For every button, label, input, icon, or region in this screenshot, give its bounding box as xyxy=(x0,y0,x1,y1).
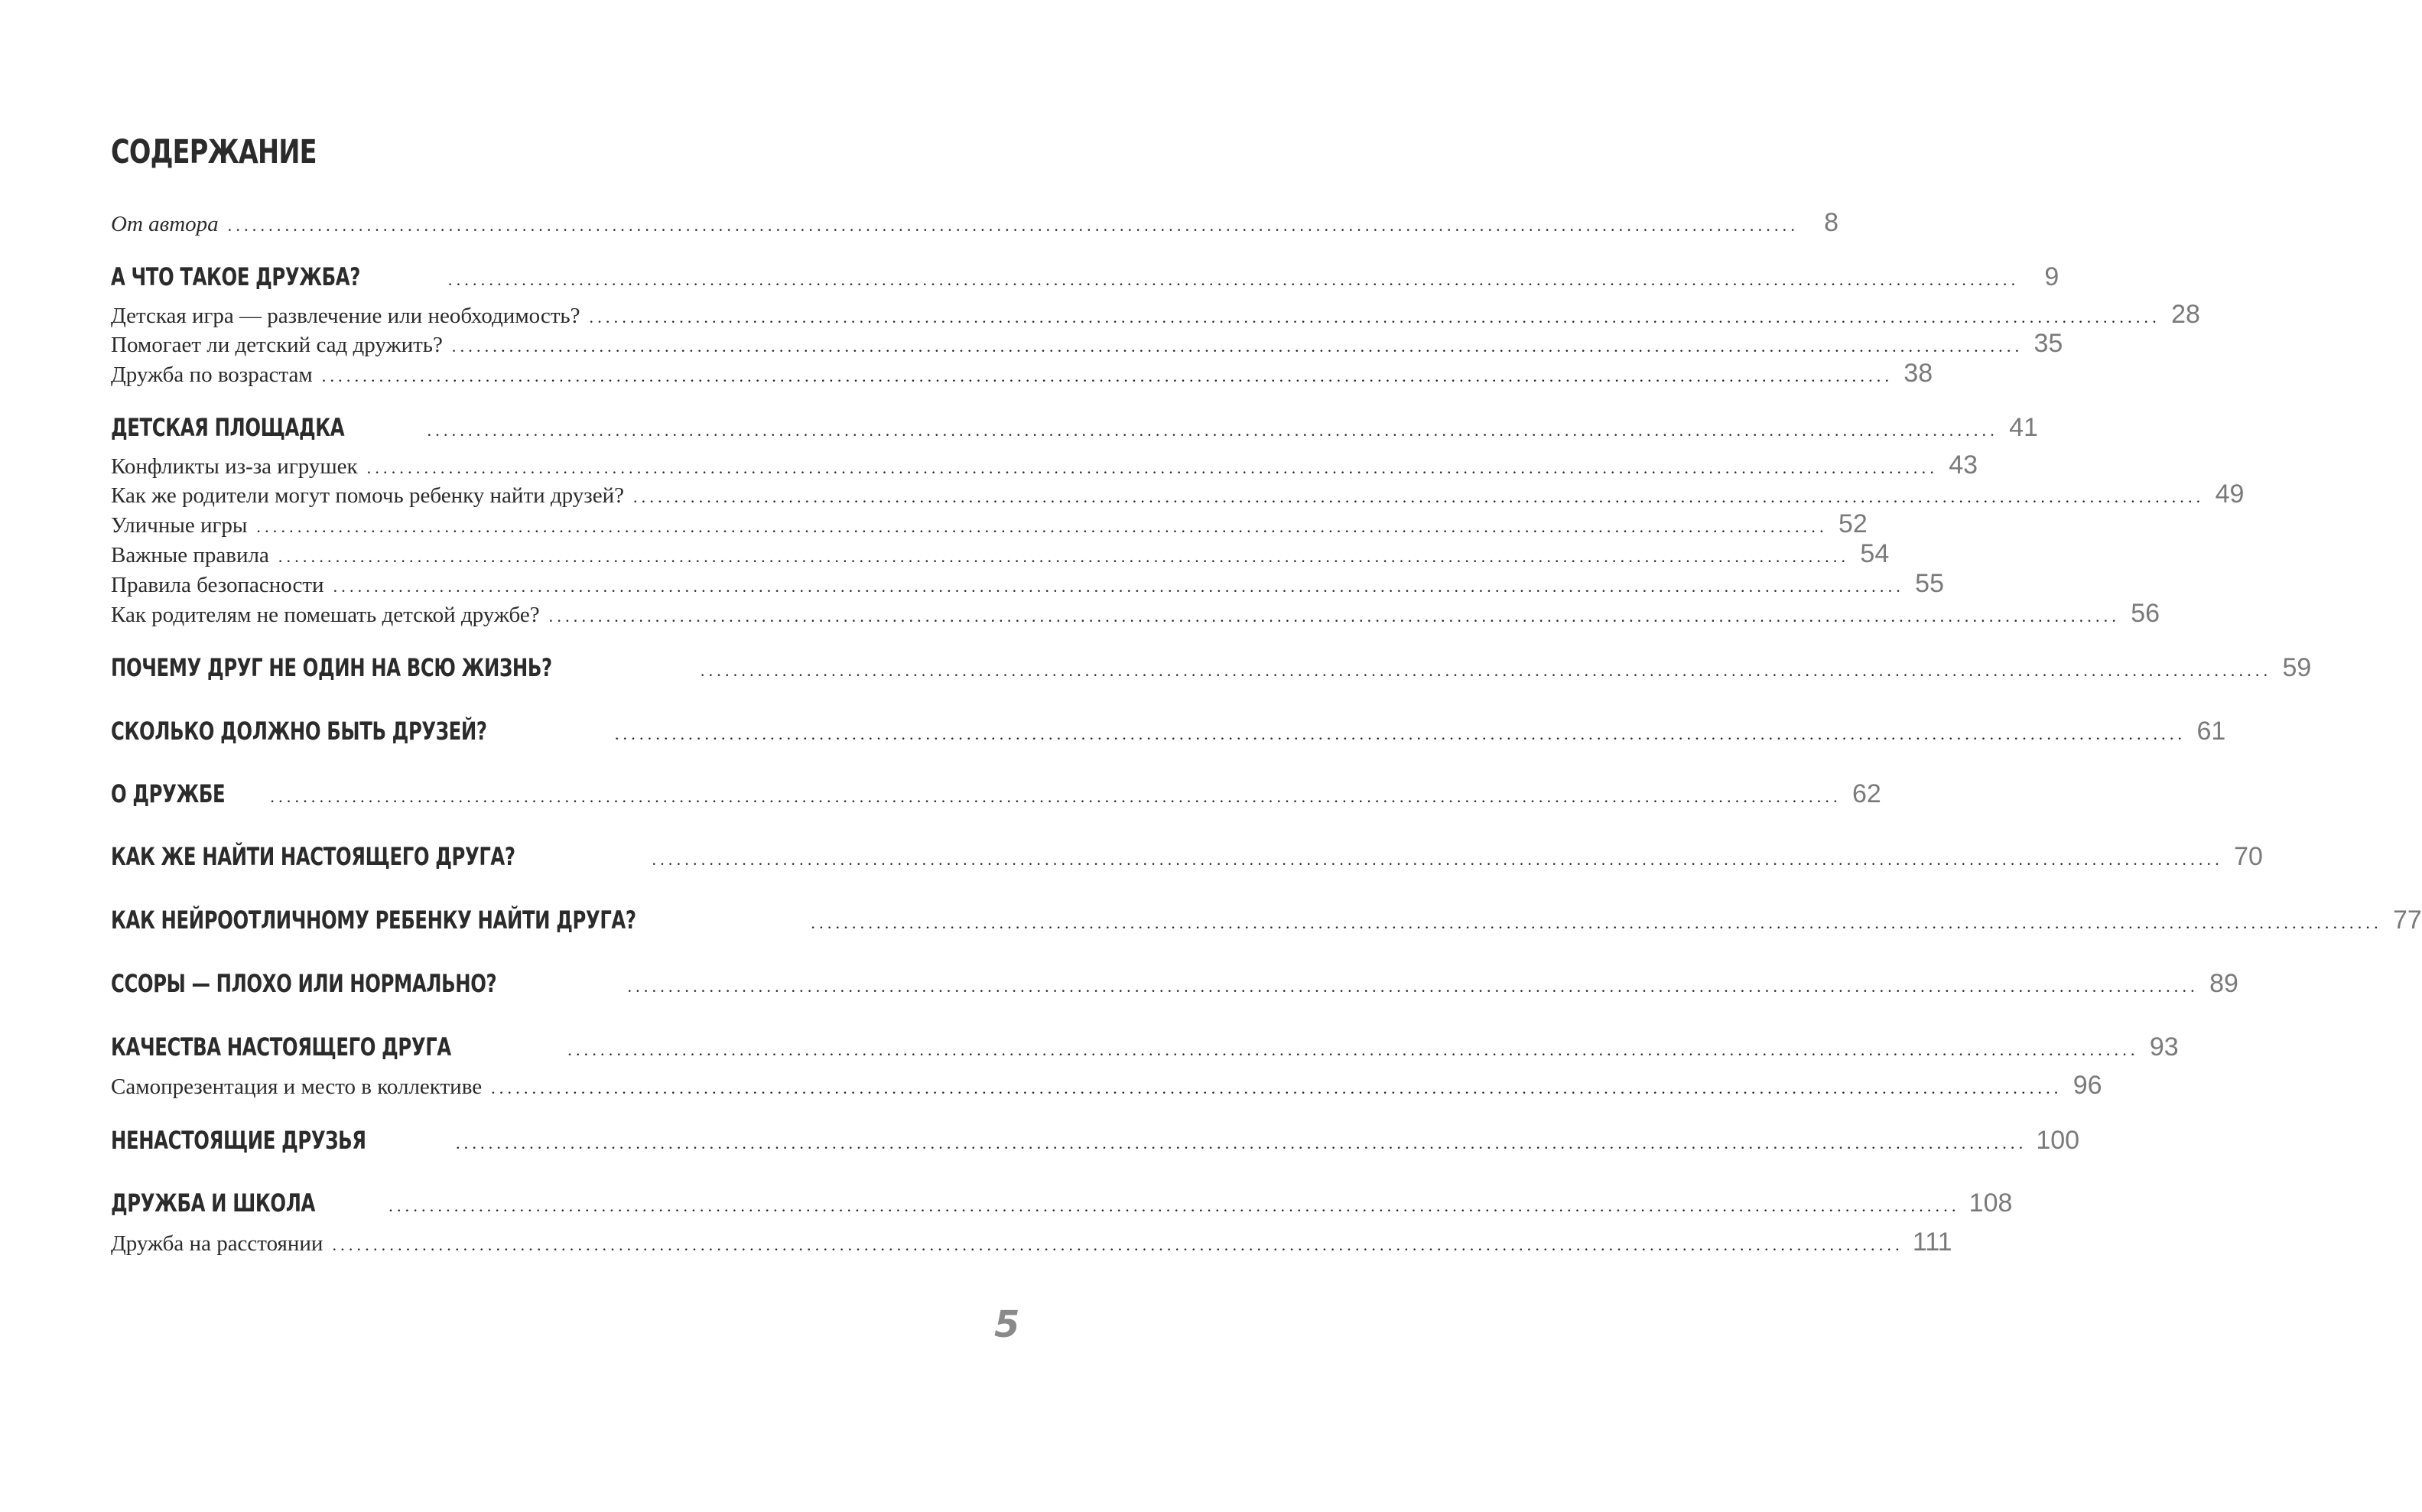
dot-leader: ................................................................................................................................................................................................ xyxy=(567,1040,2139,1059)
dot-leader: ................................................................................................................................................................................................ xyxy=(589,307,2160,327)
toc-entry-page: 41 xyxy=(2009,413,2038,442)
dot-leader: ................................................................................................................................................................................................ xyxy=(548,606,2121,626)
toc-entry-page: 56 xyxy=(2131,599,2160,628)
dot-leader: ................................................................................................................................................................................................ xyxy=(652,850,2223,869)
toc-entry-chapter[interactable] xyxy=(111,413,2038,443)
toc-entry-page: 54 xyxy=(1860,539,1890,568)
toc-entry-label: КАК ЖЕ НАЙТИ НАСТОЯЩЕГО ДРУГА? xyxy=(111,842,515,871)
toc-entry-page: 62 xyxy=(1851,779,1881,808)
toc-entry-label: Важные правила xyxy=(111,543,269,567)
toc-entry-label: ДРУЖБА И ШКОЛА xyxy=(111,1188,315,1218)
toc-entry-chapter[interactable] xyxy=(111,653,2312,683)
toc-entry-page: 38 xyxy=(1903,359,1933,388)
toc-entry-label: А ЧТО ТАКОЕ ДРУЖБА? xyxy=(111,262,360,291)
toc-entry-section[interactable] xyxy=(111,300,2200,330)
toc-entry-chapter[interactable] xyxy=(111,842,2263,872)
dot-leader: ................................................................................................................................................................................................ xyxy=(811,913,2382,932)
toc-title: СОДЕРЖАНИЕ xyxy=(111,133,317,171)
toc-entry-section[interactable] xyxy=(111,450,1978,480)
toc-entry-chapter[interactable] xyxy=(111,969,2238,999)
toc-entry-label: Детская игра — развлечение или необходимость? xyxy=(111,304,580,328)
toc-entry-label: КАК НЕЙРООТЛИЧНОМУ РЕБЕНКУ НАЙТИ ДРУГА? xyxy=(111,906,636,935)
toc-entry-label: СКОЛЬКО ДОЛЖНО БЫТЬ ДРУЗЕЙ? xyxy=(111,717,487,746)
toc-entry-page: 28 xyxy=(2171,300,2200,329)
toc-entry-page: 52 xyxy=(1838,509,1868,538)
toc-entry-label: Уличные игры xyxy=(111,513,248,538)
dot-leader: ................................................................................................................................................................................................ xyxy=(700,661,2272,680)
toc-entry-page: 61 xyxy=(2196,717,2226,746)
toc-entry-label: О ДРУЖБЕ xyxy=(111,779,226,808)
toc-entry-label: Как родителям не помешать детской дружбе? xyxy=(111,603,540,627)
toc-entry-page: 55 xyxy=(1915,569,1944,598)
toc-entry-page: 9 xyxy=(2044,262,2060,291)
toc-entry-page: 77 xyxy=(2393,906,2422,935)
dot-leader: ................................................................................................................................................................................................ xyxy=(278,547,1850,566)
toc-entry-chapter[interactable] xyxy=(111,717,2226,746)
dot-leader: ................................................................................................................................................................................................ xyxy=(627,977,2199,996)
toc-entry-page: 8 xyxy=(1824,208,1839,237)
toc-entry-page: 49 xyxy=(2215,480,2245,509)
toc-entry-chapter[interactable] xyxy=(111,1188,2013,1218)
toc-entry-label: НЕНАСТОЯЩИЕ ДРУЗЬЯ xyxy=(111,1126,366,1155)
toc-entry-page: 108 xyxy=(1968,1188,2013,1218)
dot-leader: ................................................................................................................................................................................................ xyxy=(614,724,2186,743)
toc-entry-chapter[interactable] xyxy=(111,262,2060,292)
dot-leader: ................................................................................................................................................................................................ xyxy=(427,421,1998,440)
toc-entry-label: От автора xyxy=(111,212,219,236)
dot-leader: ................................................................................................................................................................................................ xyxy=(491,1078,2063,1097)
dot-leader: ................................................................................................................................................................................................ xyxy=(388,1196,1960,1215)
dot-leader: ................................................................................................................................................................................................ xyxy=(333,577,1904,596)
toc-entry-page: 89 xyxy=(2209,969,2238,998)
toc-entry-chapter[interactable] xyxy=(111,1032,2179,1062)
toc-entry-intro[interactable] xyxy=(111,208,1839,238)
toc-entry-chapter[interactable] xyxy=(111,779,1881,809)
toc-entry-label: Самопрезентация и место в коллективе xyxy=(111,1075,483,1099)
dot-leader: ................................................................................................................................................................................................ xyxy=(447,270,2020,289)
toc-entry-page: 59 xyxy=(2282,653,2312,682)
toc-entry-section[interactable] xyxy=(111,1227,1952,1257)
toc-entry-section[interactable] xyxy=(111,1071,2102,1101)
toc-entry-label: Правила безопасности xyxy=(111,573,324,597)
toc-entry-chapter[interactable] xyxy=(111,1126,2080,1156)
toc-entry-section[interactable] xyxy=(111,359,1933,389)
toc-entry-page: 93 xyxy=(2149,1032,2179,1062)
toc-entry-page: 96 xyxy=(2073,1071,2102,1100)
toc-entry-label: ПОЧЕМУ ДРУГ НЕ ОДИН НА ВСЮ ЖИЗНЬ? xyxy=(111,653,552,682)
toc-entry-section[interactable] xyxy=(111,329,2063,359)
toc-entry-label: Дружба по возрастам xyxy=(111,363,313,387)
toc-entry-page: 70 xyxy=(2234,842,2263,871)
toc-entry-label: Дружба на расстоянии xyxy=(111,1231,323,1256)
toc-entry-section[interactable] xyxy=(111,509,1868,539)
toc-entry-page: 111 xyxy=(1912,1227,1952,1257)
toc-entry-label: Конфликты из-за игрушек xyxy=(111,454,358,479)
toc-entry-chapter[interactable] xyxy=(111,906,2422,935)
toc-entry-page: 43 xyxy=(1949,450,1978,480)
toc-entry-section[interactable] xyxy=(111,539,1890,569)
dot-leader: ................................................................................................................................................................................................ xyxy=(227,216,1799,235)
page-number: 5 xyxy=(994,1303,1020,1346)
dot-leader: ................................................................................................................................................................................................ xyxy=(455,1133,2027,1153)
dot-leader: ................................................................................................................................................................................................ xyxy=(256,517,1828,536)
toc-entry-label: Помогает ли детский сад дружить? xyxy=(111,333,443,357)
toc-entry-label: ССОРЫ — ПЛОХО ИЛИ НОРМАЛЬНО? xyxy=(111,969,497,998)
toc-entry-page: 100 xyxy=(2036,1126,2080,1155)
toc-entry-label: КАЧЕСТВА НАСТОЯЩЕГО ДРУГА xyxy=(111,1032,451,1062)
toc-entry-page: 35 xyxy=(2034,329,2063,358)
toc-entry-section[interactable] xyxy=(111,480,2245,509)
dot-leader: ................................................................................................................................................................................................ xyxy=(366,458,1939,477)
toc-entry-section[interactable] xyxy=(111,599,2160,629)
dot-leader: ................................................................................................................................................................................................ xyxy=(332,1235,1903,1254)
toc-entry-section[interactable] xyxy=(111,569,1944,599)
dot-leader: ................................................................................................................................................................................................ xyxy=(632,487,2205,506)
toc-entry-label: Как же родители могут помочь ребенку найти друзей? xyxy=(111,483,624,508)
dot-leader: ................................................................................................................................................................................................ xyxy=(451,337,2024,356)
toc-entry-label: ДЕТСКАЯ ПЛОЩАДКА xyxy=(111,413,345,442)
dot-leader: ................................................................................................................................................................................................ xyxy=(270,787,1842,806)
dot-leader: ................................................................................................................................................................................................ xyxy=(321,366,1894,385)
